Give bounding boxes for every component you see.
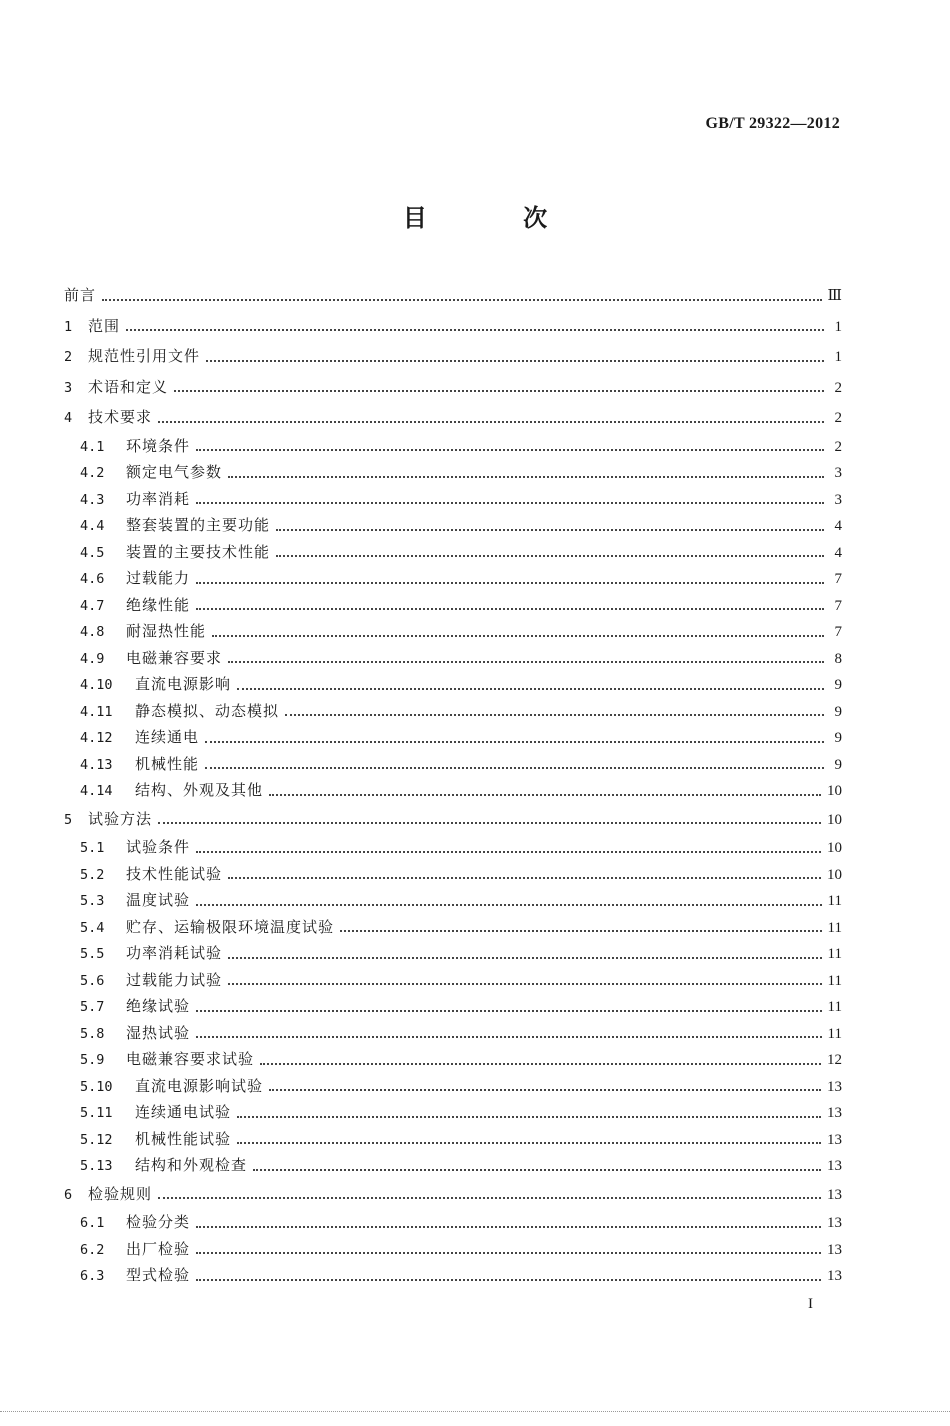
toc-entry[interactable] <box>64 565 842 592</box>
toc-entry[interactable] <box>64 341 842 372</box>
toc-entry[interactable] <box>64 887 842 914</box>
toc-entry-number: 4.1 <box>80 438 105 455</box>
toc-leader-dots <box>196 448 824 451</box>
toc-entry-number: 4.3 <box>80 491 105 508</box>
toc-entry-number: 4.10 <box>80 677 113 693</box>
toc-entry-label: 规范性引用文件 <box>88 347 201 365</box>
toc-leader-dots <box>196 903 822 906</box>
toc-entry[interactable] <box>64 940 842 967</box>
toc-entry-page: 2 <box>834 438 842 455</box>
toc-entry-label: 范围 <box>88 316 121 335</box>
toc-entry-label: 功率消耗试验 <box>126 944 223 962</box>
toc-leader-dots <box>212 634 824 637</box>
page-title: 目 次 <box>402 203 592 232</box>
toc-entry[interactable] <box>64 433 842 460</box>
toc-entry-page: 1 <box>834 349 842 365</box>
toc-entry-label: 技术要求 <box>88 408 153 426</box>
toc-entry-number: 6 <box>64 1186 73 1203</box>
toc-entry-number: 1 <box>64 318 73 335</box>
toc-entry-page: 2 <box>834 410 842 426</box>
toc-entry[interactable] <box>64 311 842 342</box>
toc-entry-page: 7 <box>834 624 842 640</box>
toc-entry-number: 3 <box>64 379 73 396</box>
toc-entry[interactable] <box>64 967 842 994</box>
toc-entry-label: 温度试验 <box>126 891 191 909</box>
toc-entry-number: 4.14 <box>80 783 113 799</box>
toc-entry-label: 绝缘试验 <box>126 997 191 1015</box>
toc-entry-number: 5.6 <box>80 972 105 989</box>
toc-entry[interactable] <box>64 512 842 539</box>
toc-entry-number: 4.11 <box>80 703 113 720</box>
toc-leader-dots <box>158 821 821 824</box>
toc-entry-page: 7 <box>834 571 842 587</box>
toc-entry-label: 结构和外观检查 <box>135 1156 248 1174</box>
toc-entry-number: 5.11 <box>80 1105 113 1121</box>
toc-leader-dots <box>285 713 824 716</box>
toc-entry-page: 12 <box>827 1052 842 1068</box>
toc-entry-page: 11 <box>827 999 842 1015</box>
toc-entry[interactable] <box>64 993 842 1020</box>
toc-entry-page: 7 <box>834 597 842 614</box>
toc-entry-page: Ⅲ <box>827 288 842 304</box>
toc-entry-page: 4 <box>834 544 842 561</box>
toc-entry-label: 贮存、运输极限环境温度试验 <box>126 917 335 936</box>
toc-entry[interactable] <box>64 861 842 888</box>
toc-entry-number: 5.13 <box>80 1158 113 1174</box>
toc-entry[interactable] <box>64 459 842 486</box>
toc-entry-number: 4.6 <box>80 571 105 587</box>
toc-entry-page: 13 <box>827 1186 842 1203</box>
toc-entry-label: 装置的主要技术性能 <box>126 542 271 561</box>
toc-leader-dots <box>196 581 824 584</box>
toc-entry[interactable] <box>64 1046 842 1073</box>
toc-leader-dots <box>340 929 822 932</box>
toc-entry-label: 出厂检验 <box>126 1239 191 1258</box>
toc-entry-number: 4 <box>64 410 73 426</box>
toc-entry-number: 4.7 <box>80 597 105 614</box>
toc-entry-page: 3 <box>834 491 842 508</box>
toc-entry-number: 5.12 <box>80 1131 113 1148</box>
toc-entry[interactable] <box>64 486 842 513</box>
toc-leader-dots <box>269 793 821 796</box>
toc-leader-dots <box>205 766 824 769</box>
toc-entry-number: 4.2 <box>80 465 105 481</box>
toc-entry-page: 10 <box>827 866 842 883</box>
toc-entry-number: 5.5 <box>80 946 105 962</box>
toc-leader-dots <box>276 554 824 557</box>
toc-entry-number: 5.1 <box>80 840 105 856</box>
toc-leader-dots <box>196 1278 821 1281</box>
toc-leader-dots <box>196 850 821 853</box>
toc-entry-label: 整套装置的主要功能 <box>126 516 271 534</box>
toc-entry-number: 6.3 <box>80 1268 105 1284</box>
toc-entry-label: 绝缘性能 <box>126 595 191 614</box>
toc-entry[interactable] <box>64 834 842 861</box>
toc-entry[interactable] <box>64 777 842 804</box>
toc-entry-number: 2 <box>64 349 73 365</box>
bottom-rule <box>0 1411 950 1412</box>
toc-leader-dots <box>126 328 824 331</box>
toc-leader-dots <box>174 389 824 392</box>
page-number: I <box>808 1296 813 1312</box>
toc-entry-page: 11 <box>827 972 842 989</box>
toc-entry[interactable] <box>64 1020 842 1047</box>
toc-entry-page: 13 <box>827 1215 842 1231</box>
toc-entry-number: 5.2 <box>80 866 105 883</box>
toc-leader-dots <box>228 475 824 478</box>
toc-entry-number: 4.4 <box>80 518 105 534</box>
toc-leader-dots <box>276 528 824 531</box>
toc-entry-label: 试验条件 <box>126 838 191 856</box>
toc-entry-number: 4.13 <box>80 756 113 773</box>
toc-entry-label: 静态模拟、动态模拟 <box>135 701 280 720</box>
toc-leader-dots <box>196 1225 821 1228</box>
toc-leader-dots <box>196 1251 821 1254</box>
toc-leader-dots <box>237 1115 821 1118</box>
toc-leader-dots <box>228 660 824 663</box>
toc-leader-dots <box>196 501 824 504</box>
toc-entry-page: 2 <box>834 379 842 396</box>
toc-entry[interactable] <box>64 724 842 751</box>
toc-entry-number: 5.9 <box>80 1052 105 1068</box>
toc-leader-dots <box>158 420 824 423</box>
toc-entry-label: 检验规则 <box>88 1184 153 1203</box>
toc-leader-dots <box>253 1168 821 1171</box>
toc-entry-page: 13 <box>827 1268 842 1284</box>
toc-entry[interactable] <box>64 645 842 672</box>
toc-entry-page: 10 <box>827 840 842 856</box>
toc-entry-page: 9 <box>834 756 842 773</box>
toc-leader-dots <box>196 1009 822 1012</box>
toc-entry-label: 型式检验 <box>126 1266 191 1284</box>
toc-entry[interactable] <box>64 592 842 619</box>
toc-entry-page: 13 <box>827 1131 842 1148</box>
toc-entry-page: 10 <box>827 811 842 828</box>
toc-entry-number: 5.7 <box>80 999 105 1015</box>
toc-entry[interactable] <box>64 280 842 311</box>
toc-entry-page: 9 <box>834 730 842 746</box>
toc-leader-dots <box>102 298 822 301</box>
toc-entry[interactable] <box>64 1236 842 1263</box>
toc-leader-dots <box>196 1035 822 1038</box>
toc-entry[interactable] <box>64 698 842 725</box>
toc-entry-label: 电磁兼容要求 <box>126 648 223 667</box>
toc-entry[interactable] <box>64 1073 842 1100</box>
toc-leader-dots <box>228 876 821 879</box>
toc-entry-page: 4 <box>834 518 842 534</box>
toc-entry-page: 9 <box>834 703 842 720</box>
toc-entry-number: 4.5 <box>80 544 105 561</box>
toc-entry-label: 过载能力 <box>126 569 191 587</box>
toc-entry-page: 10 <box>827 783 842 799</box>
toc-entry-page: 1 <box>834 318 842 335</box>
toc-entry-label: 额定电气参数 <box>126 463 223 481</box>
toc-entry-page: 8 <box>834 650 842 667</box>
toc-entry[interactable] <box>64 372 842 403</box>
toc-entry-label: 结构、外观及其他 <box>135 781 264 799</box>
toc-entry-label: 检验分类 <box>126 1213 191 1231</box>
toc-entry[interactable] <box>64 618 842 645</box>
toc-entry-page: 13 <box>827 1158 842 1174</box>
toc-leader-dots <box>260 1062 821 1065</box>
toc-entry-page: 11 <box>827 1025 842 1042</box>
toc-leader-dots <box>158 1196 821 1199</box>
toc-entry-page: 9 <box>834 677 842 693</box>
toc-entry[interactable] <box>64 671 842 698</box>
toc-entry-number: 6.1 <box>80 1215 105 1231</box>
toc-entry-label: 电磁兼容要求试验 <box>126 1050 255 1068</box>
toc-entry-number: 5.8 <box>80 1025 105 1042</box>
toc-leader-dots <box>206 359 824 362</box>
toc-entry[interactable] <box>64 804 842 835</box>
toc-entry-page: 11 <box>827 946 842 962</box>
toc-leader-dots <box>228 982 822 985</box>
toc-entry[interactable] <box>64 914 842 941</box>
toc-entry-label: 功率消耗 <box>126 489 191 508</box>
toc-entry-page: 3 <box>834 465 842 481</box>
toc-entry-label: 试验方法 <box>88 809 153 828</box>
toc-entry[interactable] <box>64 1262 842 1289</box>
toc-entry-number: 4.9 <box>80 650 105 667</box>
toc-entry-page: 11 <box>827 919 842 936</box>
toc-entry-page: 11 <box>827 893 842 909</box>
table-of-contents <box>64 280 842 1289</box>
toc-leader-dots <box>237 1141 821 1144</box>
toc-entry-label: 环境条件 <box>126 436 191 455</box>
toc-leader-dots <box>196 607 824 610</box>
toc-entry-number: 5.10 <box>80 1078 113 1095</box>
toc-leader-dots <box>237 687 824 690</box>
toc-entry-label: 机械性能 <box>135 754 200 773</box>
toc-entry[interactable] <box>64 1209 842 1236</box>
toc-entry-number: 6.2 <box>80 1241 105 1258</box>
toc-entry-label: 湿热试验 <box>126 1023 191 1042</box>
toc-entry-label: 机械性能试验 <box>135 1129 232 1148</box>
toc-entry-number: 4.8 <box>80 624 105 640</box>
toc-entry-label: 连续通电 <box>135 728 200 746</box>
toc-entry[interactable] <box>64 402 842 433</box>
toc-entry-label: 前言 <box>64 286 97 304</box>
toc-entry-label: 连续通电试验 <box>135 1103 232 1121</box>
toc-entry[interactable] <box>64 1099 842 1126</box>
toc-entry[interactable] <box>64 751 842 778</box>
toc-entry-number: 5 <box>64 811 73 828</box>
toc-leader-dots <box>269 1088 821 1091</box>
standard-code: GB/T 29322—2012 <box>705 115 840 132</box>
toc-entry-page: 13 <box>827 1105 842 1121</box>
toc-entry[interactable] <box>64 1179 842 1210</box>
toc-entry-label: 耐湿热性能 <box>126 622 207 640</box>
toc-entry-page: 13 <box>827 1078 842 1095</box>
toc-entry-label: 术语和定义 <box>88 377 169 396</box>
toc-entry-label: 技术性能试验 <box>126 864 223 883</box>
toc-leader-dots <box>228 956 822 959</box>
toc-entry-number: 5.4 <box>80 919 105 936</box>
toc-entry-label: 直流电源影响 <box>135 675 232 693</box>
toc-entry[interactable] <box>64 1126 842 1153</box>
toc-entry-label: 直流电源影响试验 <box>135 1076 264 1095</box>
toc-leader-dots <box>205 740 824 743</box>
toc-entry-number: 5.3 <box>80 893 105 909</box>
toc-entry-number: 4.12 <box>80 730 113 746</box>
toc-entry-label: 过载能力试验 <box>126 970 223 989</box>
toc-entry[interactable] <box>64 1152 842 1179</box>
toc-entry-page: 13 <box>827 1241 842 1258</box>
toc-entry[interactable] <box>64 539 842 566</box>
